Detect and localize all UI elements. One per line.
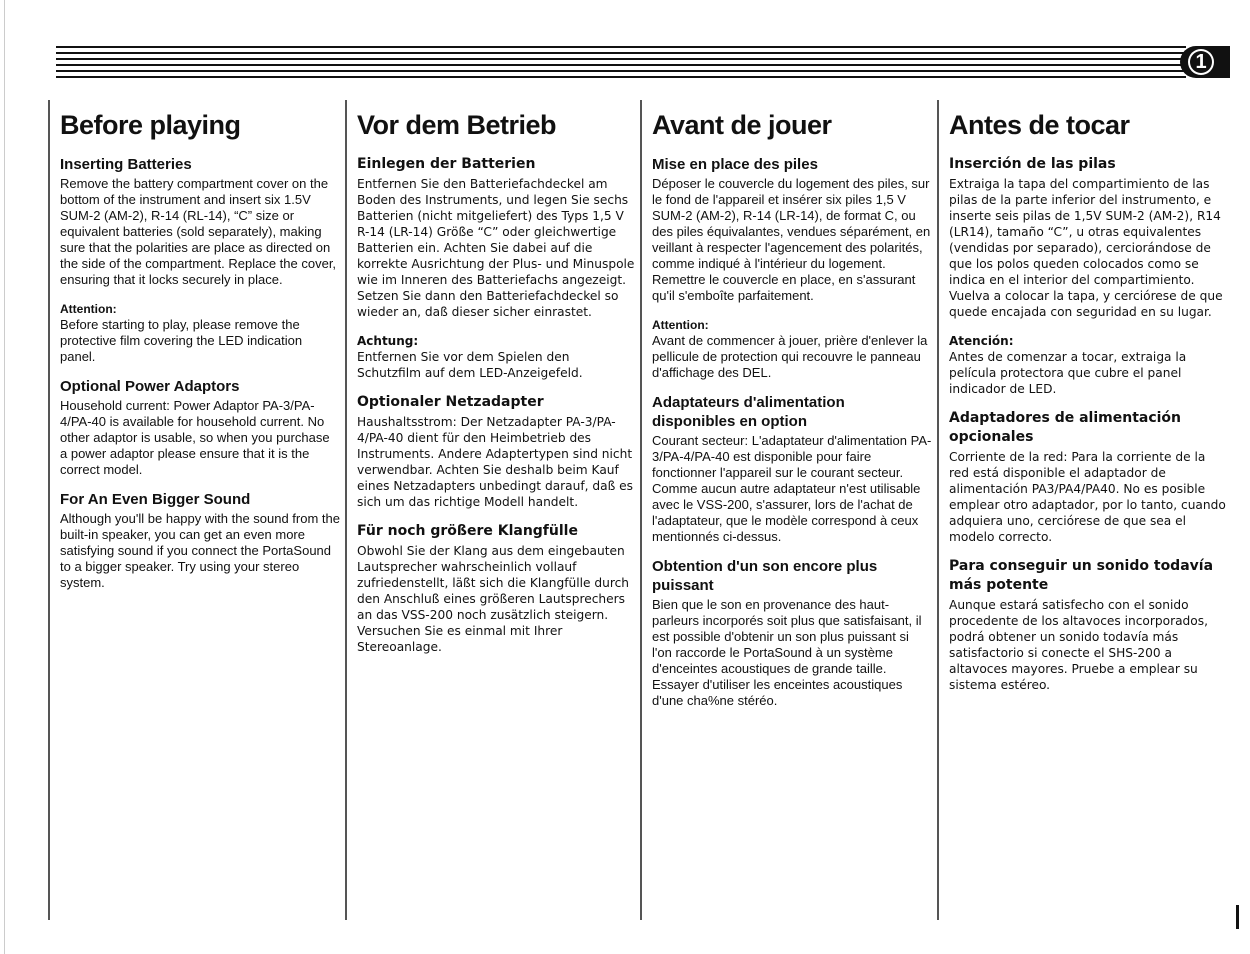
column-french — [640, 100, 932, 920]
column-spanish — [937, 100, 1227, 920]
text-bigger-sound: Although you'll be happy with the sound from the built-in speaker, you can get an even more satisfying sound if you connect the PortaSound to a bigger speaker. Try using your stereo system. — [60, 511, 340, 590]
bottom-mark — [1236, 905, 1239, 929]
text-adaptadores: Corriente de la red: Para la corriente de la red está disponible el adaptador de alimentación PA3/PA4/PA40. No es posible emplear otro adaptador, por lo tanto, cuando adquiera uno, cerciórese de que sea el modelo correcto. — [949, 450, 1226, 544]
text-adaptateurs: Courant secteur: L'adaptateur d'alimentation PA-3/PA-4/PA-40 est disponible pour faire fonctionner l'appareil sur le courant secteur. Comme aucun autre adaptateur n'est utilisable avec le VSS-200, s'assurer, lors de l'achat de l'adaptateur, que le modèle correspond à ceux mentionnés ci-dessus. — [652, 433, 932, 544]
heading-power-adaptors: Optional Power Adaptors — [60, 378, 240, 395]
page-number-badge — [1180, 46, 1230, 78]
text-einlegen: Entfernen Sie den Batteriefachdeckel am Boden des Instruments, und legen Sie sechs Batterien (nicht mitgeliefert) des Typs 1,5 V R-14 (LR-14) Größe “C” oder gleichwertige Batterien ein. Achten Sie dabei auf die korrekte Ausrichtung der Plus- und Minuspole wie im Inneren des Batteriefachs angezeigt. Setzen Sie dann den Batteriefachdeckel so wieder an, daß dieser sicher einrastet. — [357, 177, 635, 319]
heading-klangfuelle: Für noch größere Klangfülle — [357, 523, 578, 539]
heading-achtung: Achtung: — [357, 334, 419, 348]
page-number: 1 — [1188, 49, 1214, 75]
column-english — [48, 100, 340, 920]
text-achtung: Entfernen Sie vor dem Spielen den Schutzfilm auf dem LED-Anzeigefeld. — [357, 350, 583, 380]
heading-einlegen: Einlegen der Batterien — [357, 156, 536, 172]
heading-son-puissant: Obtention d'un son encore plus puissant — [652, 558, 878, 594]
title-spanish: Antes de tocar — [949, 110, 1130, 140]
text-son-puissant: Bien que le son en provenance des haut-parleurs incorporés soit plus que satisfaisant, il est possible d'obtenir un son plus puissant si l'on raccorde le PortaSound à un système d'enceintes acoustiques de grande taille. Essayer d'utiliser les enceintes acoustiques d'une cha%ne stéréo. — [652, 597, 922, 708]
heading-attention-fr: Attention: — [652, 318, 709, 332]
title-french: Avant de jouer — [652, 110, 832, 140]
heading-bigger-sound: For An Even Bigger Sound — [60, 491, 251, 508]
text-sonido-potente: Aunque estará satisfecho con el sonido procedente de los altavoces incorporados, podrá obtener un sonido todavía más satisfactorio si conecte el SHS-200 a altavoces mayores. Pruebe a emplear su sistema estéreo. — [949, 598, 1208, 692]
title-german: Vor dem Betrieb — [357, 110, 557, 140]
heading-netzadapter: Optionaler Netzadapter — [357, 394, 544, 410]
title-english: Before playing — [60, 110, 241, 140]
heading-attention: Attention: — [60, 302, 117, 316]
text-atencion: Antes de comenzar a tocar, extraiga la película protectora que cubre el panel indicador de LED. — [949, 350, 1187, 396]
page-edge — [4, 0, 5, 954]
text-netzadapter: Haushaltsstrom: Der Netzadapter PA-3/PA-4/PA-40 dient für den Heimbetrieb des Instruments. Andere Adaptertypen sind nicht verwendbar. Achten Sie deshalb beim Kauf eines Netzadapters unbedingt darauf, daß es sich um das richtige Modell handelt. — [357, 415, 634, 509]
text-attention: Before starting to play, please remove the protective film covering the LED indication panel. — [60, 317, 303, 364]
text-klangfuelle: Obwohl Sie der Klang aus dem eingebauten Lautsprecher wahrscheinlich vollauf zufriedenstellt, läßt sich die Klangfülle durch den Anschluß eines größeren Lautsprechers an das VSS-200 noch zusätzlich steigern. Versuchen Sie es einmal mit Ihrer Stereoanlage. — [357, 544, 629, 654]
column-german — [345, 100, 637, 920]
text-inserting-batteries: Remove the battery compartment cover on the bottom of the instrument and insert six 1.5V SUM-2 (AM-2), R-14 (RL-14), “C” size or equivalent batteries (sold separately), making sure that the polarities are place as directed on the side of the compartment. Replace the cover, ensuring that it locks securely in place. — [60, 176, 337, 287]
heading-atencion: Atención: — [949, 334, 1014, 348]
heading-insercion: Inserción de las pilas — [949, 156, 1116, 172]
heading-adaptadores: Adaptadores de alimentación opcionales — [949, 410, 1182, 445]
heading-inserting-batteries: Inserting Batteries — [60, 156, 192, 173]
heading-piles: Mise en place des piles — [652, 156, 818, 173]
text-insercion: Extraiga la tapa del compartimiento de las pilas de la parte inferior del instrumento, e inserte seis pilas de 1,5V SUM-2 (AM-2), R14 (LR14), tamaño “C”, u otras equivalentes (vendidas por separado), cerciorándose de que los polos queden colocados como se indica en el interior del compartimiento. Vuelva a colocar la tapa, y cerciórese de que quede encajada con seguridad en su lugar. — [949, 177, 1223, 319]
text-piles: Déposer le couvercle du logement des piles, sur le fond de l'appareil et insérer six piles 1,5 V SUM-2 (AM-2), R-14 (LR-14), de format C, ou des piles équivalantes, vendues séparément, en veillant à respecter l'agencement des polarités, comme indiqué à l'intérieur du logement. Remettre le couvercle en place, en s'assurant qu'il s'emboîte parfaitement. — [652, 176, 931, 303]
heading-adaptateurs: Adaptateurs d'alimentation disponibles en option — [652, 394, 845, 430]
heading-sonido-potente: Para conseguir un sonido todavía más potente — [949, 558, 1214, 593]
text-power-adaptors: Household current: Power Adaptor PA-3/PA-4/PA-40 is available for household current. No other adaptor is usable, so when you purchase a power adaptor please ensure that it is the correct model. — [60, 398, 330, 477]
text-attention-fr: Avant de commencer à jouer, prière d'enlever la pellicule de protection qui recouvre le panneau d'affichage des DEL. — [652, 333, 928, 380]
header-rule-band — [56, 46, 1186, 78]
